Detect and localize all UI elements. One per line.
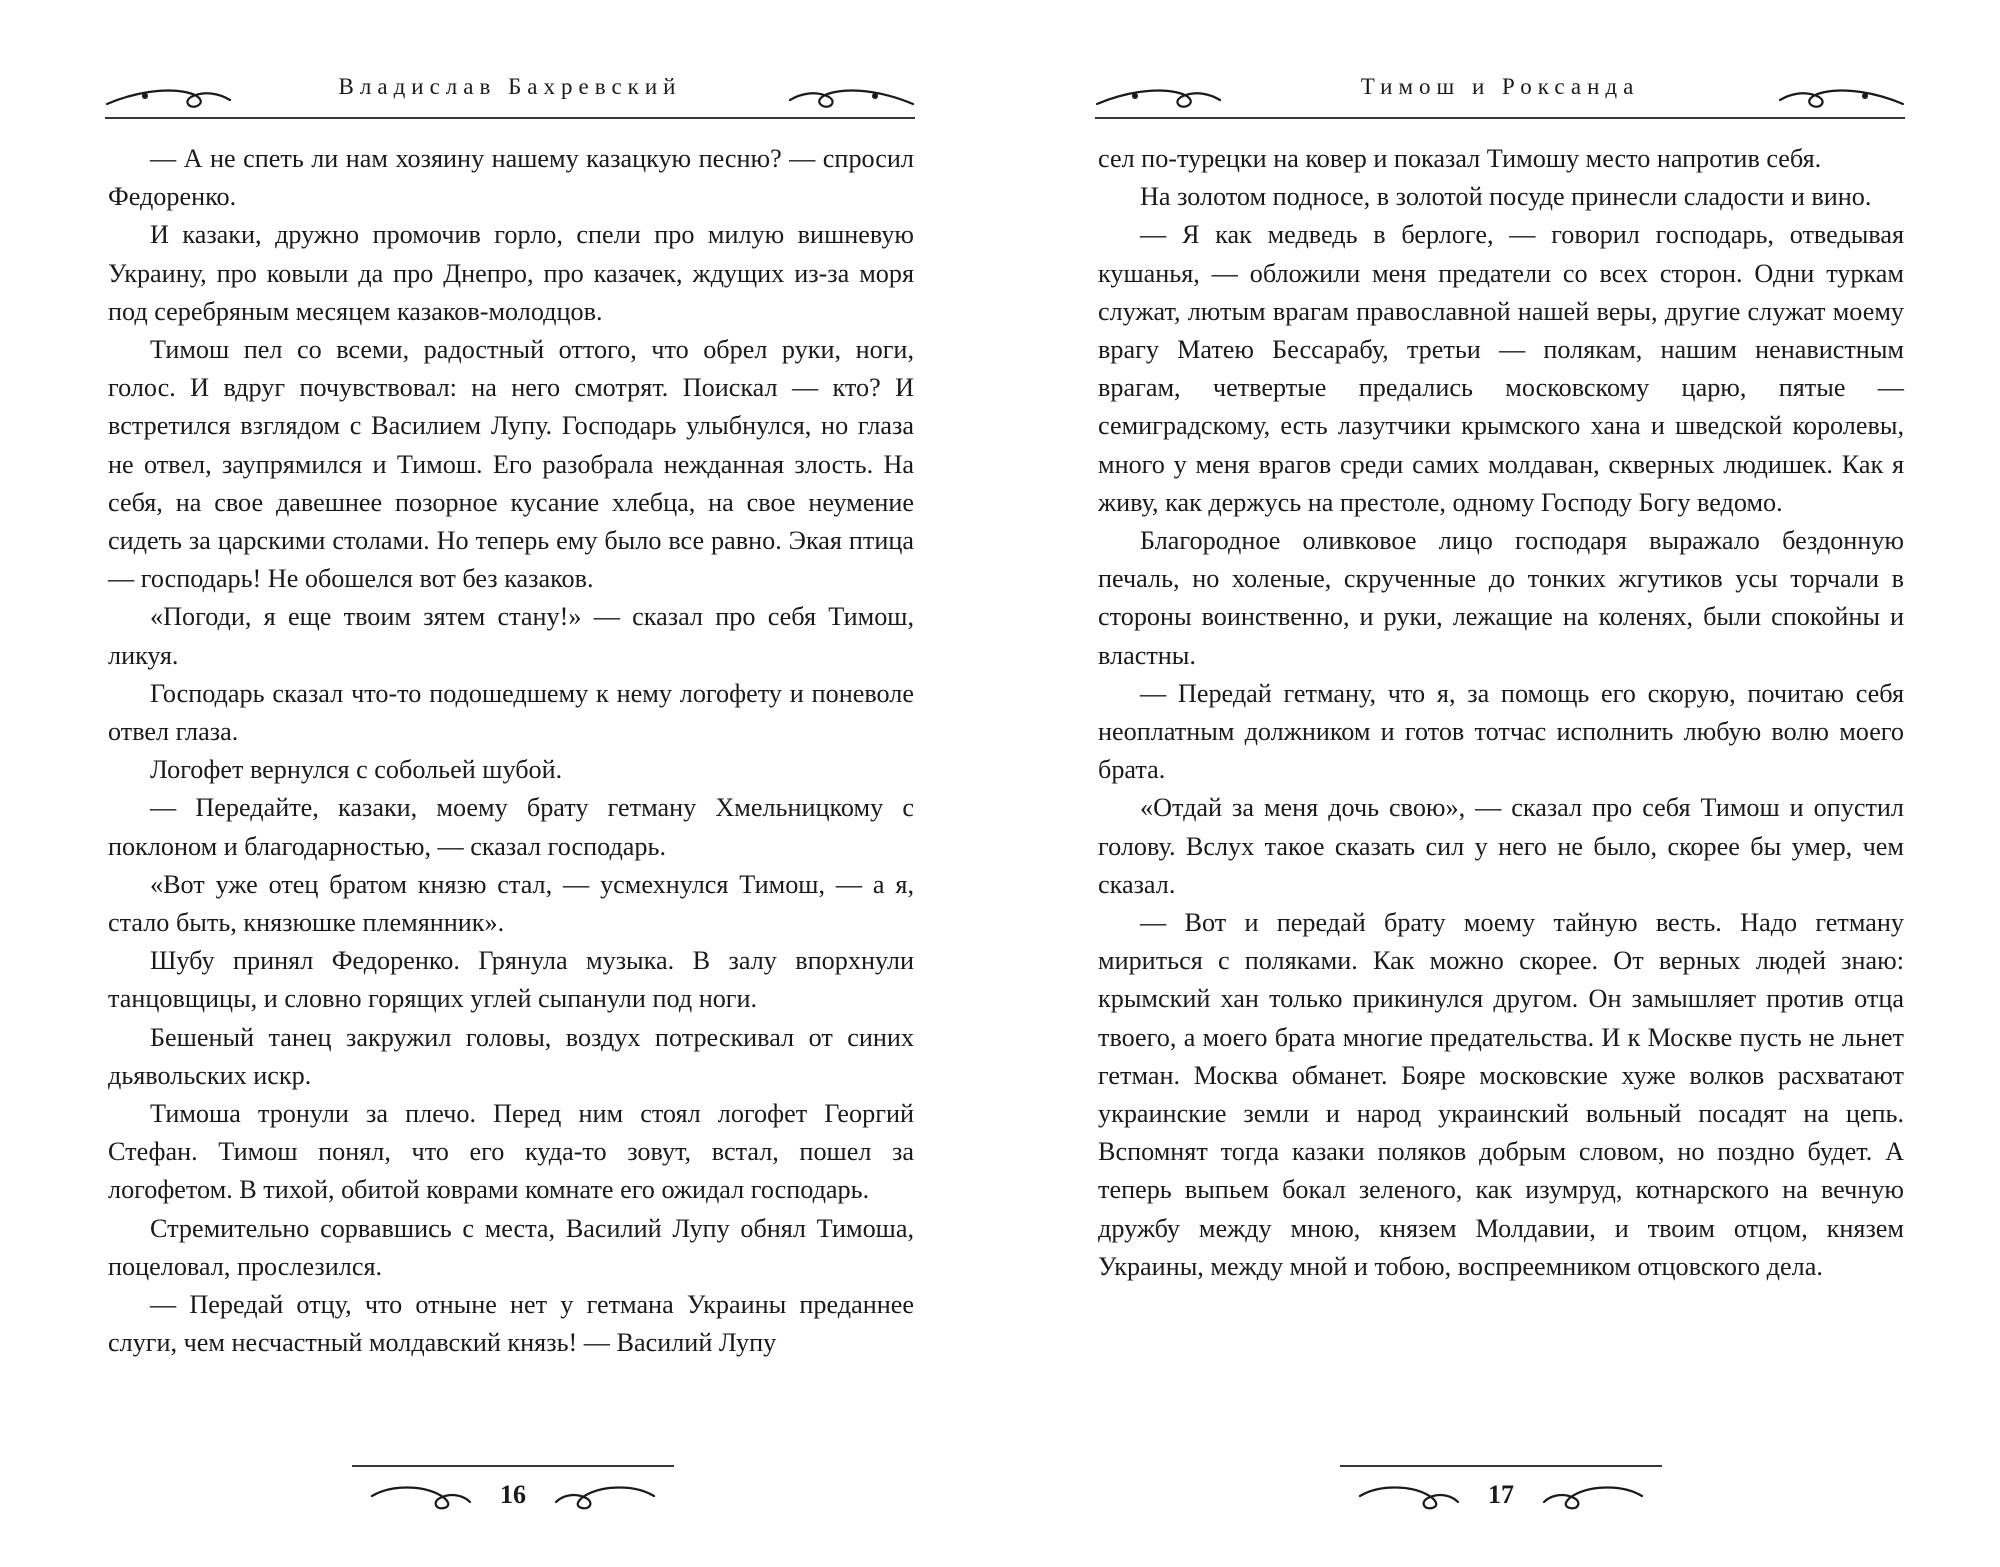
- paragraph: На золотом подносе, в золотой посуде принесли сладости и вино.: [1140, 182, 1872, 212]
- paragraph: И казаки, дружно промочив горло, спели про милую вишневую Украину, про ковыли да про Днепро, про казачек, ждущих из-за моря под серебряным месяцем казаков-молодцов.: [108, 220, 914, 326]
- paragraph: «Погоди, я еще твоим зятем стану!» — сказал про себя Тимош, ликуя.: [108, 602, 914, 670]
- paragraph: Благородное оливковое лицо господаря выражало бездонную печаль, но холеные, скрученные до тонких жгутиков усы торчали в стороны воинственно, и руки, лежащие на коленях, были спокойны и властны.: [1098, 526, 1904, 670]
- paragraph: — Передай гетману, что я, за помощь его скорую, почитаю себя неоплатным должником и готов тотчас исполнить любую волю моего брата.: [1098, 678, 1904, 785]
- right-page-body: [1098, 140, 1904, 1286]
- page-number-left: 16: [500, 1480, 526, 1509]
- paragraph: — Передайте, казаки, моему брату гетману Хмельницкому с поклоном и благодарностью, — сказал господарь.: [108, 793, 914, 861]
- page-number-right: 17: [1488, 1480, 1514, 1509]
- paragraph: «Отдай за меня дочь свою», — сказал про себя Тимош и опустил голову. Вслух такое сказать сил у него не было, скорее бы умер, чем сказал.: [1098, 793, 1904, 899]
- paragraph: — Передай отцу, что отныне нет у гетмана Украины преданнее слуги, чем несчастный молдавский князь! — Василий Лупу: [108, 1290, 914, 1358]
- paragraph: Господарь сказал что-то подошедшему к нему логофету и поневоле отвел глаза.: [108, 678, 914, 747]
- running-title-right: Тимош и Роксанда: [1360, 74, 1640, 99]
- paragraph: — Я как медведь в берлоге, — говорил господарь, отведывая кушанья, — обложили меня предатели со всех сторон. Одни туркам служат, лютым врагам православной нашей веры, другие служат моему врагу Матею Бессарабу, третьи — полякам, нашим ненавистным врагам, четвертые предались московскому царю, пятые — семиградскому, есть лазутчики крымского хана и шведской королевы, много у меня врагов среди самих молдаван, скверных людишек. Как я живу, как держусь на престоле, одному Господу Богу ведомо.: [1098, 220, 1904, 517]
- left-page-footer: [352, 1456, 674, 1530]
- right-page: [1000, 0, 2000, 1567]
- left-running-head: [105, 62, 915, 132]
- paragraph: Шубу принял Федоренко. Грянула музыка. В залу впорхнули танцовщицы, и словно горящих углей сыпанули под ноги.: [108, 946, 914, 1014]
- left-page-body: [108, 140, 914, 1363]
- paragraph: Логофет вернулся с собольей шубой.: [150, 755, 563, 785]
- right-running-head: [1095, 62, 1905, 132]
- paragraph: Тимоша тронули за плечо. Перед ним стоял логофет Георгий Стефан. Тимош понял, что его куда-то зовут, встал, пошел за логофетом. В тихой, обитой коврами комнате его ожидал господарь.: [108, 1099, 914, 1205]
- paragraph: Бешеный танец закружил головы, воздух потрескивал от синих дьявольских искр.: [108, 1022, 914, 1090]
- running-title-left: Владислав Бахревский: [338, 74, 682, 99]
- right-page-footer: [1340, 1456, 1662, 1530]
- paragraph: Стремительно сорвавшись с места, Василий Лупу обнял Тимоша, поцеловал, прослезился.: [108, 1213, 914, 1281]
- paragraph-continued: сел по-турецки на ковер и показал Тимошу место напротив себя.: [1098, 144, 1822, 173]
- paragraph: — А не спеть ли нам хозяину нашему казацкую песню? — спросил Федоренко.: [108, 144, 914, 212]
- paragraph: — Вот и передай брату моему тайную весть. Надо гетману мириться с поляками. Как можно скорее. От верных людей знаю: крымский хан только прикинулся другом. Он замышляет против отца твоего, а моего брата многие предательства. И к Москве пусть не льнет гетман. Москва обманет. Бояре московские хуже волков расхватают украинские земли и народ украинский вольный посадят на цепь. Вспомнят тогда казаки поляков добрым словом, но поздно будет. А теперь выпьем бокал зеленого, как изумруд, котнарского на вечную дружбу между мною, князем Молдавии, и твоим отцом, князем Украины, между мной и тобою, воспреемником отцовского дела.: [1098, 908, 1904, 1281]
- paragraph: Тимош пел со всеми, радостный оттого, что обрел руки, ноги, голос. И вдруг почувствовал: на него смотрят. Поискал — кто? И встретился взглядом с Василием Лупу. Господарь улыбнулся, но глаза не отвел, заупрямился и Тимош. Его разобрала нежданная злость. На себя, на свое давешнее позорное кусание хлебца, на свое неумение сидеть за царскими столами. Но теперь ему было все равно. Экая птица — господарь! Не обошелся вот без казаков.: [108, 335, 914, 594]
- paragraph: «Вот уже отец братом князю стал, — усмехнулся Тимош, — а я, стало быть, князюшке племянник».: [108, 869, 914, 938]
